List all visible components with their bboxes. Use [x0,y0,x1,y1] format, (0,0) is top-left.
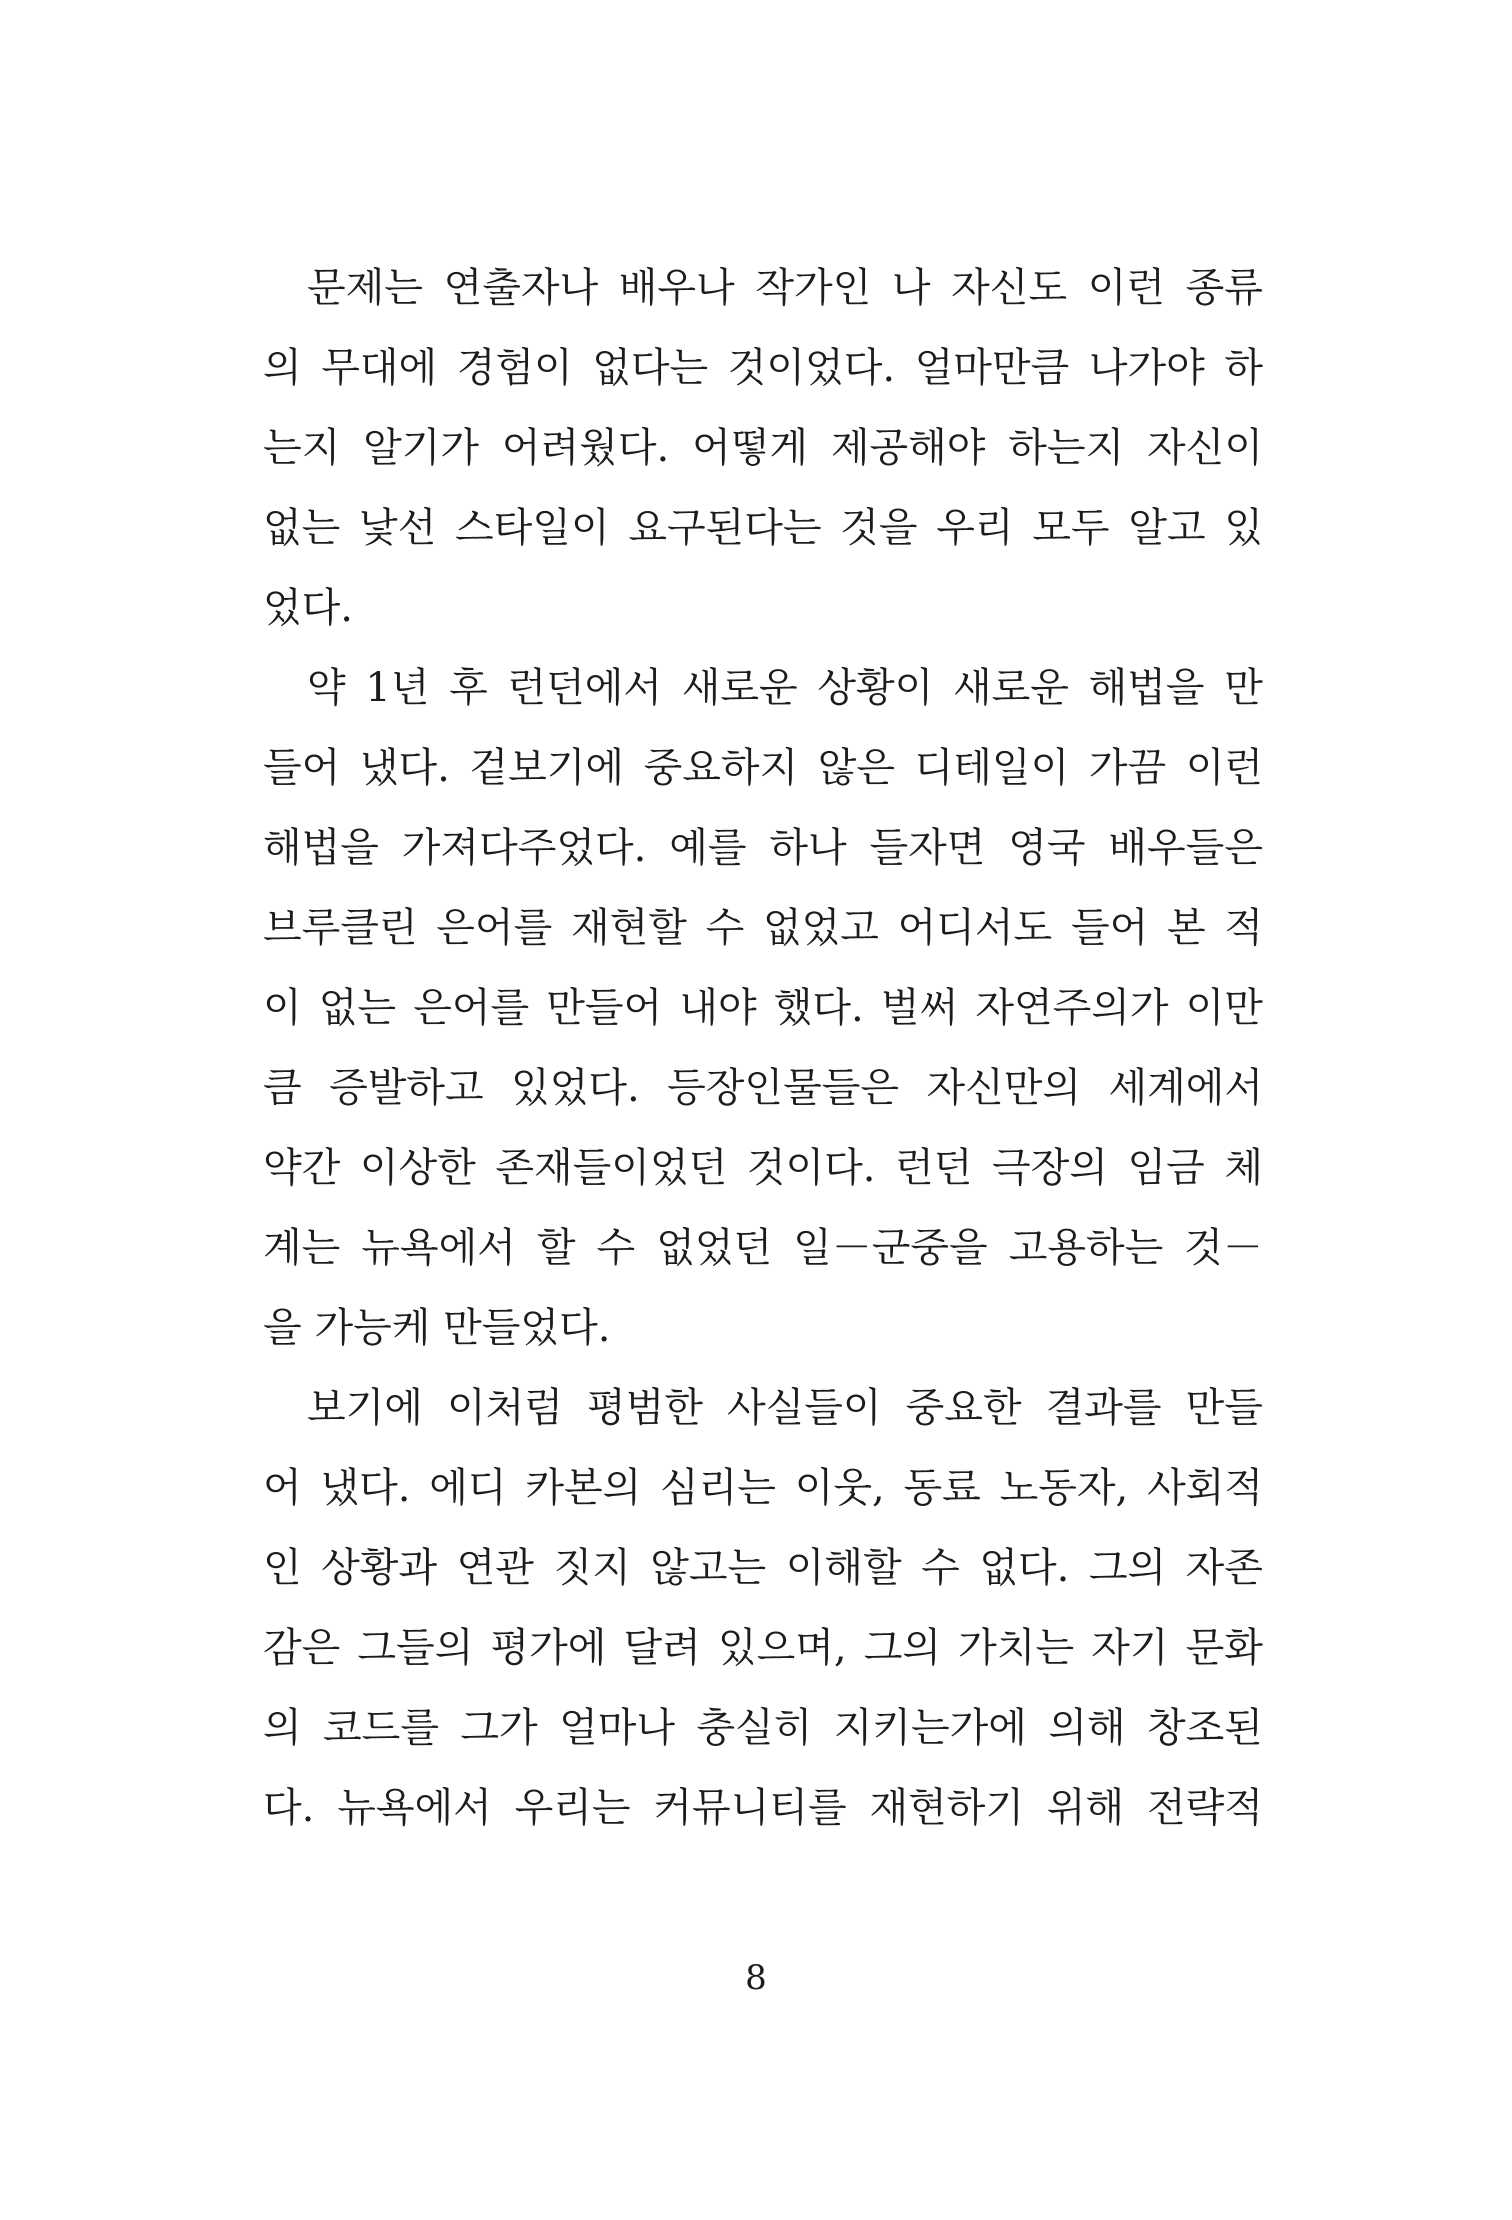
word: 우리 [936,505,1014,551]
word: 것을 [840,505,918,551]
word: 하 [1224,345,1263,391]
word: 인 [263,1545,302,1591]
word: 에디 [429,1465,507,1511]
word: 사실들이 [727,1385,882,1431]
text-line [263,1128,1263,1208]
word: 자연주의가 [975,985,1169,1031]
word: 약간 [263,1145,341,1191]
word: 해법을 [1088,665,1205,711]
word: 않고는 [650,1545,767,1591]
word: 것－ [1184,1225,1263,1271]
word: 만들었다. [443,1305,611,1351]
word: 적 [1224,905,1263,951]
word: 새로운 [953,665,1069,711]
word: 약 [307,665,346,711]
word: 그들의 [357,1625,474,1671]
word: 나가야 [1088,345,1205,391]
word: 지키는가에 [833,1705,1027,1751]
word: 뉴욕에서 [337,1785,492,1831]
word: 다. [263,1785,315,1831]
word: 배우나 [618,265,735,311]
word: 할 [536,1225,576,1271]
word: 재현하기 [869,1785,1025,1831]
word: 중요한 [905,1385,1022,1431]
word: 자신이 [1147,425,1263,471]
word: 나 [891,265,931,311]
word: 만들어 [546,985,663,1031]
word: 중요하지 [643,745,799,791]
word: 어 [263,1465,302,1511]
word: 의 [263,1705,302,1751]
word: 어디서도 [897,905,1053,951]
word: 은어를 [436,905,553,951]
text-line [263,1048,1263,1128]
word: 예를 [669,825,747,871]
word: 수 [921,1545,960,1591]
word: 내야 [679,985,757,1031]
word: 얼마나 [559,1705,675,1751]
word: 등장인물들은 [667,1065,899,1111]
word: 을 [263,1305,302,1351]
word: 그가 [460,1705,538,1751]
word: 벌써 [880,985,959,1031]
text-line [263,648,1263,728]
word: 세계에서 [1108,1065,1263,1111]
word: 짓지 [553,1545,631,1591]
word: 상황이 [817,665,934,711]
word: 충실히 [696,1705,813,1751]
word: 경험이 [456,345,573,391]
word: 연관 [456,1545,534,1591]
word: 본 [1166,905,1206,951]
word: 이만 [1185,985,1263,1031]
word: 감은 [263,1625,341,1671]
word: 없다는 [592,345,709,391]
word: 모두 [1032,505,1110,551]
word: 자기 [1091,1625,1169,1671]
word: 달려 [623,1625,701,1671]
word: 영국 [1008,825,1086,871]
word: 카본의 [525,1465,642,1511]
word: 고용하는 [1008,1225,1164,1271]
word: 알고 [1128,505,1206,551]
word: 뉴욕에서 [361,1225,516,1271]
word: 겉보기에 [469,745,625,791]
word: 배우들은 [1108,825,1263,871]
word: 위해 [1046,1785,1125,1831]
word: 그의 [1088,1545,1167,1591]
word: 만 [1224,665,1263,711]
word: 했다. [773,985,864,1031]
word: 가져다주었다. [401,825,647,871]
word: 어떻게 [692,425,808,471]
word: 증발하고 [329,1065,484,1111]
word: 심리는 [660,1465,776,1511]
word: 임금 [1127,1145,1205,1191]
word: 해법을 [263,825,379,871]
word: 결과를 [1045,1385,1162,1431]
word: 그의 [863,1625,942,1671]
word: 들어 [1070,905,1149,951]
text-line [263,328,1263,408]
word: 하는지 [1008,425,1125,471]
word: 브루클린 [263,905,418,951]
word: 있었다. [511,1065,640,1111]
word: 있 [1224,505,1263,551]
text-line [263,1688,1263,1768]
word: 계는 [263,1225,341,1271]
word: 들자면 [869,825,986,871]
word: 없었던 [656,1225,773,1271]
word: 후 [449,665,488,711]
word: 창조된 [1147,1705,1263,1751]
word: 평가에 [490,1625,607,1671]
word: 냈다. [320,1465,411,1511]
word: 평범한 [587,1385,703,1431]
word: 큼 [263,1065,302,1111]
word: 1년 [365,665,430,711]
word: 보기에 [307,1385,423,1431]
word: 하나 [769,825,847,871]
word: 의해 [1048,1705,1126,1751]
word: 었다. [263,585,353,631]
text-line [263,408,1263,488]
word: 없었고 [762,905,879,951]
word: 코드를 [323,1705,439,1751]
word: 동료 [903,1465,981,1511]
word: 일－군중을 [793,1225,988,1271]
page-number: 8 [745,1958,767,1998]
word: 이상한 [359,1145,476,1191]
word: 요구된다는 [628,505,822,551]
word: 이처럼 [447,1385,563,1431]
word: 는지 [263,425,341,471]
word: 체 [1224,1145,1263,1191]
word: 전략적 [1147,1785,1263,1831]
word: 만들 [1185,1385,1263,1431]
word: 상황과 [321,1545,438,1591]
word: 문제는 [307,265,423,311]
word: 냈다. [359,745,450,791]
word: 은어를 [413,985,530,1031]
word: 수 [596,1225,636,1271]
word: 문화 [1185,1625,1263,1671]
text-line [263,968,1263,1048]
text-line [263,808,1263,888]
word: 낯선 [359,505,437,551]
word: 자존 [1185,1545,1263,1591]
word: 것이었다. [727,345,896,391]
word: 가치는 [958,1625,1075,1671]
word: 이 [263,985,302,1031]
word: 없는 [263,505,341,551]
word: 극장의 [991,1145,1108,1191]
word: 디테일이 [914,745,1070,791]
word: 새로운 [681,665,798,711]
word: 연출자나 [443,265,599,311]
word: 노동자, [999,1465,1129,1511]
word: 어려웠다. [501,425,670,471]
word: 이런 [1185,745,1263,791]
word: 이런 [1087,265,1166,311]
word: 없는 [318,985,397,1031]
word: 의 [263,345,302,391]
word: 있으며, [717,1625,847,1671]
text-line [263,568,1263,648]
text-line [263,888,1263,968]
word: 않은 [817,745,896,791]
text-line [263,488,1263,568]
word: 가끔 [1088,745,1167,791]
word: 런던에서 [507,665,663,711]
word: 스타일이 [455,505,610,551]
word: 없다. [979,1545,1070,1591]
text-line [263,1208,1263,1288]
word: 것이다. [746,1145,876,1191]
word: 제공해야 [830,425,986,471]
text-line [263,728,1263,808]
word: 알기가 [363,425,480,471]
word: 우리는 [514,1785,631,1831]
word: 이웃, [794,1465,885,1511]
word: 자신만의 [926,1065,1081,1111]
text-line [263,1768,1263,1848]
word: 런던 [895,1145,973,1191]
text-line [263,1288,1263,1368]
word: 사회적 [1147,1465,1263,1511]
text-line [263,1528,1263,1608]
word: 자신도 [951,265,1068,311]
word: 무대에 [321,345,438,391]
text-line [263,1448,1263,1528]
word: 커뮤니티를 [653,1785,847,1831]
word: 이해할 [785,1545,902,1591]
word: 들어 [263,745,341,791]
word: 수 [705,905,745,951]
text-line [263,1368,1263,1448]
word: 작가인 [755,265,872,311]
word: 가능케 [314,1305,431,1351]
word: 얼마만큼 [914,345,1070,391]
text-line [263,248,1263,328]
word: 종류 [1185,265,1263,311]
word: 존재들이었던 [495,1145,728,1191]
text-line [263,1608,1263,1688]
word: 재현할 [570,905,687,951]
